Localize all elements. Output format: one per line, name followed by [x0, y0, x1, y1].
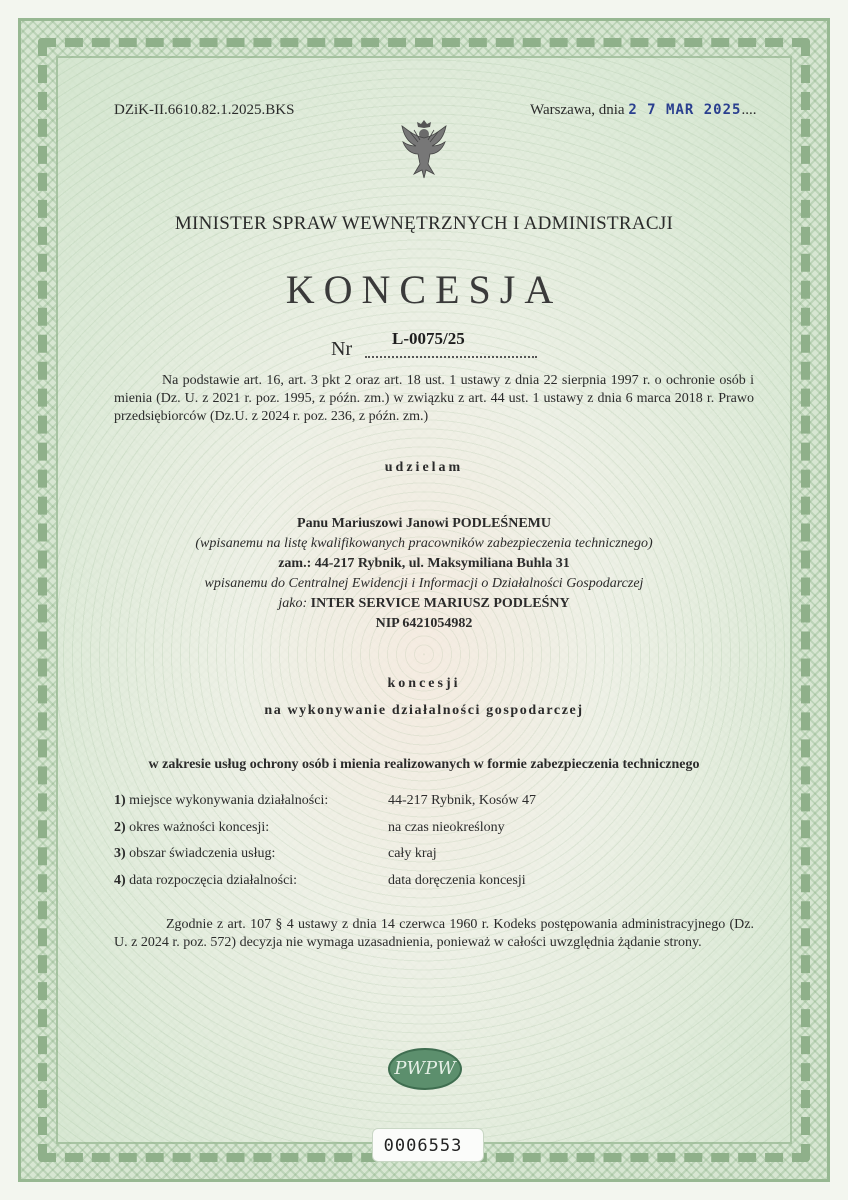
detail-row	[114, 820, 754, 842]
detail-row	[114, 793, 754, 815]
detail-number: 1)	[114, 793, 126, 808]
detail-number: 4)	[114, 873, 126, 888]
detail-row	[114, 873, 754, 895]
holder-company-line	[0, 594, 848, 614]
holder-registry: wpisanemu do Centralnej Ewidencji i Informacji o Działalności Gospodarczej	[204, 576, 644, 591]
company-prefix: jako:	[278, 596, 308, 611]
concession-scope: w zakresie usług ochrony osób i mienia realizowanych w formie zabezpieczenia technicznego	[148, 757, 700, 772]
date-prefix: Warszawa, dnia	[530, 102, 625, 118]
polish-eagle-icon	[400, 118, 448, 180]
legal-basis: Na podstawie art. 16, art. 3 pkt 2 oraz art. 18 ust. 1 ustawy z dnia 22 sierpnia 1997 r. o ochronie osób i mienia (Dz. U. z 2021 r. poz. 1995, z późn. zm.) w związku z art. 44 ust. 1 ustawy z dnia 6 marca 2018 r. Prawo przedsiębiorców (Dz.U. z 2024 r. poz. 236, z późn. zm.)	[114, 373, 754, 424]
holder-name: Panu Mariuszowi Janowi PODLEŚNEMU	[297, 516, 551, 531]
detail-label: data rozpoczęcia działalności:	[129, 873, 298, 888]
detail-number: 3)	[114, 846, 126, 861]
serial-number: 0006553	[383, 1136, 463, 1156]
detail-value: 44-217 Rybnik, Kosów 47	[388, 793, 536, 808]
detail-number: 2)	[114, 820, 126, 835]
concession-number: L-0075/25	[392, 329, 465, 348]
detail-value: cały kraj	[388, 846, 437, 861]
detail-row	[114, 846, 754, 868]
date-stamp: 2 7 MAR 2025	[628, 102, 742, 118]
security-printer-seal-icon	[388, 1048, 462, 1090]
holder-block	[0, 514, 848, 634]
detail-value: data doręczenia koncesji	[388, 873, 526, 888]
holder-qualification: (wpisanemu na listę kwalifikowanych pracowników zabezpieczenia technicznego)	[195, 536, 653, 551]
closing-statement: Zgodnie z art. 107 § 4 ustawy z dnia 14 czerwca 1960 r. Kodeks postępowania administracyjnego (Dz. U. z 2024 r. poz. 572) decyzja nie wymaga uzasadnienia, ponieważ w całości uwzględnia żądanie strony.	[114, 917, 754, 950]
detail-label: obszar świadczenia usług:	[129, 846, 276, 861]
grant-word: udzielam	[384, 460, 464, 475]
date-dots: ....	[741, 102, 757, 118]
document-title: KONCESJA	[285, 267, 563, 312]
reference-number: DZiK-II.6610.82.1.2025.BKS	[114, 102, 295, 118]
holder-company: INTER SERVICE MARIUSZ PODLEŚNY	[310, 596, 570, 611]
holder-address: zam.: 44-217 Rybnik, ul. Maksymiliana Buhla 31	[278, 556, 570, 571]
serial-number-box	[372, 1128, 484, 1162]
detail-label: okres ważności koncesji:	[129, 820, 270, 835]
holder-nip: NIP 6421054982	[375, 616, 473, 631]
seal-mark: PWPW	[394, 1058, 456, 1079]
issue-date	[530, 102, 756, 119]
issuing-authority: MINISTER SPRAW WEWNĘTRZNYCH I ADMINISTRACJI	[174, 213, 674, 234]
concession-word: koncesji	[387, 676, 461, 691]
detail-label: miejsce wykonywania działalności:	[129, 793, 329, 808]
concession-purpose: na wykonywanie działalności gospodarczej	[264, 703, 584, 718]
number-label: Nr	[331, 338, 353, 360]
detail-value: na czas nieokreślony	[388, 820, 505, 835]
